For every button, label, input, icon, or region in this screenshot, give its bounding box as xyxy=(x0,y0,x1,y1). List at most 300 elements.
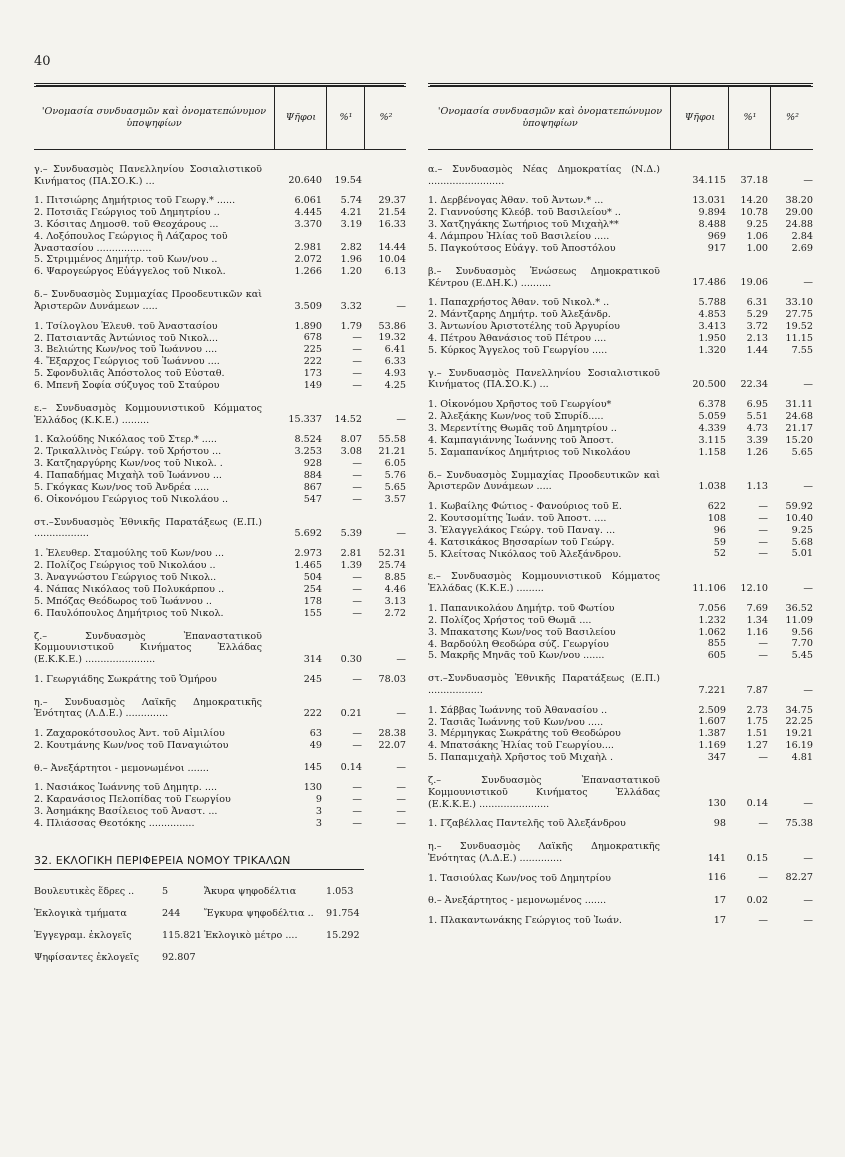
stat-l2: Ἄκυρα ψηφοδέλτια xyxy=(204,886,297,898)
candidate-name: 2. Πολίζος Γεώργιος τοῦ Νικολάου .. xyxy=(34,560,216,572)
candidate-votes: 1.266 xyxy=(294,266,322,278)
candidate-row xyxy=(428,537,813,549)
party-title: ζ.– Συνδυασμὸς Ἐπαναστατικοῦ Κομμουνιστικοῦ Κινήματος Ἑλλάδας (Ε.Κ.Κ.Ε.) ....................... xyxy=(34,630,262,665)
candidate-row xyxy=(428,615,813,627)
right-column xyxy=(428,86,813,934)
candidate-pct1: — xyxy=(352,727,362,739)
candidate-values xyxy=(428,728,813,740)
candidate-values xyxy=(428,872,813,884)
candidate-pct2: 22.25 xyxy=(785,716,813,728)
candidate-votes: 3.370 xyxy=(294,219,322,231)
candidate-pct2: 5.65 xyxy=(384,481,406,493)
candidate-name: 6. Οἰκονόμου Γεώργιος τοῦ Νικολάου .. xyxy=(34,493,229,505)
header-pct2: %² xyxy=(364,87,407,149)
candidate-name: 2. Καρανάσιος Πελοπίδας τοῦ Γεωργίου xyxy=(34,794,231,806)
candidate-pct2: 31.11 xyxy=(785,399,813,411)
candidate-votes: 1.465 xyxy=(294,559,322,571)
candidate-pct2: 16.33 xyxy=(378,219,406,231)
candidate-row xyxy=(428,321,813,333)
candidate-name: 1. Νασιάκος Ἰωάννης τοῦ Δημητρ. .... xyxy=(34,782,218,794)
party-totals xyxy=(428,853,813,865)
party-totals xyxy=(428,481,813,493)
candidate-name: 2. Ποτσιᾶς Γεώργιος τοῦ Δημητρίου .. xyxy=(34,207,220,219)
candidate-pct2: 14.44 xyxy=(378,242,406,254)
candidate-row xyxy=(34,470,406,482)
candidate-name: 4. Μπατσάκης Ἠλίας τοῦ Γεωργίου.... xyxy=(428,740,614,752)
candidate-pct2: 59.92 xyxy=(785,500,813,512)
party-totals xyxy=(428,685,813,697)
party-pct1: 22.34 xyxy=(740,379,768,391)
candidate-pct1: — xyxy=(758,872,768,884)
party-totals xyxy=(34,654,406,666)
candidate-pct2: 28.38 xyxy=(378,727,406,739)
candidate-pct1: 1.44 xyxy=(746,344,768,356)
candidate-pct2: 53.86 xyxy=(378,320,406,332)
candidate-votes: 173 xyxy=(303,368,322,380)
stat-l1: Ἐγγεγραμ. ἐκλογεῖς xyxy=(34,930,132,942)
candidate-row xyxy=(34,608,406,620)
candidate-pct2: 29.37 xyxy=(378,195,406,207)
party-pct2: — xyxy=(803,684,813,696)
candidate-name: 4. Παπαδήμας Μιχαὴλ τοῦ Ἰωάννου ... xyxy=(34,470,222,482)
candidate-name: 4. Καμπαγιάννης Ἰωάννης τοῦ Ἀποστ. xyxy=(428,434,614,446)
stat-v1: 115.821 xyxy=(162,930,202,942)
candidate-row xyxy=(428,740,813,752)
candidate-values xyxy=(428,207,813,219)
candidate-name: 2. Τασιᾶς Ἰωάννης τοῦ Κων/νου ..... xyxy=(428,716,604,728)
candidate-votes: 504 xyxy=(303,571,322,583)
party-title: ζ.– Συνδυασμὸς Ἐπαναστατικοῦ Κομμουνιστικοῦ Κινήματος Ἑλλάδας (Ε.Κ.Κ.Ε.) ....................... xyxy=(428,775,660,810)
candidate-row xyxy=(428,309,813,321)
header-name: 'Ονομασία συνδυασμῶν καὶ ὀνοματεπώνυμον ὑποψηφίων xyxy=(437,106,663,129)
party-block xyxy=(34,517,406,620)
candidate-values xyxy=(428,615,813,627)
candidate-values xyxy=(34,195,406,207)
candidate-pct1: 1.20 xyxy=(340,266,362,278)
candidate-pct2: 2.84 xyxy=(791,230,813,242)
candidate-values xyxy=(34,482,406,494)
candidate-values xyxy=(428,603,813,615)
candidate-votes: 1.387 xyxy=(698,728,726,740)
party-votes: 314 xyxy=(303,653,322,665)
candidate-values xyxy=(428,740,813,752)
candidate-votes: 1.320 xyxy=(698,344,726,356)
candidate-pct1: 8.07 xyxy=(340,434,362,446)
party-pct1: 19.54 xyxy=(334,175,362,187)
candidate-pct1: 3.72 xyxy=(746,320,768,332)
candidate-values xyxy=(34,434,406,446)
candidate-row xyxy=(34,494,406,506)
candidate-pct2: 24.68 xyxy=(785,410,813,422)
candidate-name: 6. Μπενῆ Σοφία σύζυγος τοῦ Σταύρου xyxy=(34,380,220,392)
party-block xyxy=(34,631,406,686)
party-title: δ.– Συνδυασμὸς Συμμαχίας Προοδευτικῶν καὶ Ἀριστερῶν Δυνάμεων ..... xyxy=(34,289,262,312)
candidate-pct2: 34.75 xyxy=(785,704,813,716)
candidate-pct2: 27.75 xyxy=(785,309,813,321)
region-title: 32. ΕΚΛΟΓΙΚΗ ΠΕΡΙΦΕΡΕΙΑ ΝΟΜΟΥ ΤΡΙΚΑΛΩΝ xyxy=(34,854,364,870)
candidate-values xyxy=(34,321,406,333)
candidate-values xyxy=(34,368,406,380)
candidate-row xyxy=(428,207,813,219)
page-number: 40 xyxy=(34,54,51,69)
candidate-row xyxy=(428,333,813,345)
stats-row xyxy=(34,886,406,908)
candidate-pct2: — xyxy=(396,782,406,794)
candidate-row xyxy=(428,297,813,309)
candidate-pct1: — xyxy=(758,500,768,512)
party-pct1: 0.21 xyxy=(340,707,362,719)
party-block xyxy=(428,895,813,927)
candidate-pct1: — xyxy=(352,583,362,595)
party-block xyxy=(428,368,813,459)
candidate-row xyxy=(34,446,406,458)
candidate-pct1: 3.19 xyxy=(340,219,362,231)
candidate-votes: 225 xyxy=(303,344,322,356)
candidate-values xyxy=(34,782,406,794)
candidate-values xyxy=(34,818,406,830)
candidate-pct2: 15.20 xyxy=(785,434,813,446)
region-stats xyxy=(34,886,406,974)
party-header xyxy=(428,571,813,594)
candidate-votes: 49 xyxy=(309,739,322,751)
candidate-pct1: 1.00 xyxy=(746,242,768,254)
party-block xyxy=(428,775,813,830)
candidate-votes: 6.061 xyxy=(294,195,322,207)
party-title: ε.– Συνδυασμὸς Κομμουνιστικοῦ Κόμματος Ἑλλάδας (Κ.Κ.Ε.) ......... xyxy=(428,571,660,595)
candidate-values xyxy=(428,219,813,231)
candidate-name: 1. Ζαχαροκότσουλος Ἀντ. τοῦ Αἰμιλίου xyxy=(34,727,225,739)
candidate-votes: 547 xyxy=(303,493,322,505)
party-list xyxy=(34,164,406,830)
candidate-pct2: 21.54 xyxy=(378,207,406,219)
candidate-votes: 245 xyxy=(303,673,322,685)
party-pct2: — xyxy=(396,707,406,719)
candidate-values xyxy=(428,705,813,717)
candidate-values xyxy=(428,716,813,728)
candidate-pct2: 5.45 xyxy=(791,650,813,662)
party-votes: 222 xyxy=(303,707,322,719)
party-block xyxy=(428,470,813,561)
candidate-votes: 347 xyxy=(707,752,726,764)
candidate-name: 6. Ψαρογεώργος Εὐάγγελος τοῦ Νικολ. xyxy=(34,266,226,278)
candidate-votes: 9 xyxy=(315,794,322,806)
candidate-pct2: — xyxy=(803,915,813,927)
candidate-pct1: 5.29 xyxy=(746,309,768,321)
candidate-row xyxy=(428,752,813,764)
candidate-pct1: 1.16 xyxy=(746,626,768,638)
candidate-row xyxy=(34,231,406,254)
candidate-votes: 622 xyxy=(707,500,726,512)
candidate-pct1: 3.08 xyxy=(340,446,362,458)
candidate-row xyxy=(428,435,813,447)
candidate-values xyxy=(428,321,813,333)
party-pct1: 3.32 xyxy=(340,300,362,312)
candidate-pct1: 2.81 xyxy=(340,548,362,560)
party-pct1: 0.15 xyxy=(746,852,768,864)
candidate-row xyxy=(34,806,406,818)
candidate-pct1: — xyxy=(352,739,362,751)
candidate-votes: 678 xyxy=(303,332,322,344)
party-pct2: — xyxy=(803,852,813,864)
candidate-row xyxy=(428,501,813,513)
candidate-row xyxy=(34,344,406,356)
candidate-votes: 884 xyxy=(303,469,322,481)
candidate-pct2: 52.31 xyxy=(378,548,406,560)
candidate-pct1: 6.31 xyxy=(746,297,768,309)
candidate-votes: 867 xyxy=(303,481,322,493)
party-block xyxy=(34,697,406,752)
candidate-row xyxy=(428,915,813,927)
candidate-votes: 222 xyxy=(303,356,322,368)
candidate-row xyxy=(34,782,406,794)
party-header xyxy=(34,289,406,312)
candidate-votes: 13.031 xyxy=(692,195,726,207)
candidate-name: 5. Κύρκος Ἄγγελος τοῦ Γεωργίου ..... xyxy=(428,344,608,356)
party-title: β.– Συνδυασμὸς Ἑνώσεως Δημοκρατικοῦ Κέντρου (Ε.ΔΗ.Κ.) .......... xyxy=(428,265,660,289)
candidate-values xyxy=(428,399,813,411)
party-header xyxy=(34,631,406,666)
candidate-name: 2. Πολίζος Χρήστος τοῦ Θωμᾶ .... xyxy=(428,614,592,626)
candidate-votes: 917 xyxy=(707,242,726,254)
candidate-pct2: 4.25 xyxy=(384,380,406,392)
party-title: ε.– Συνδυασμὸς Κομμουνιστικοῦ Κόμματος Ἑλλάδος (Κ.Κ.Ε.) ......... xyxy=(34,403,262,426)
stat-v1: 5 xyxy=(162,886,169,898)
party-pct2: — xyxy=(396,300,406,312)
candidate-values xyxy=(34,740,406,752)
party-pct1: 12.10 xyxy=(740,582,768,594)
stat-v2: 1.053 xyxy=(326,886,354,898)
candidate-votes: 178 xyxy=(303,595,322,607)
candidate-votes: 149 xyxy=(303,380,322,392)
candidate-pct2: 5.65 xyxy=(791,446,813,458)
candidate-row xyxy=(428,219,813,231)
party-header xyxy=(428,673,813,696)
candidate-row xyxy=(428,549,813,561)
candidate-name: 1. Γζαβέλλας Παντελῆς τοῦ Ἀλεξάνδρου xyxy=(428,818,626,830)
candidate-row xyxy=(34,482,406,494)
candidate-pct1: 1.51 xyxy=(746,728,768,740)
candidate-values xyxy=(428,411,813,423)
candidate-row xyxy=(34,219,406,231)
candidate-votes: 1.062 xyxy=(698,626,726,638)
candidate-name: 3. Χατζηγάκης Σωτήριος τοῦ Μιχαὴλ** xyxy=(428,219,619,231)
candidate-values xyxy=(34,494,406,506)
party-votes: 20.640 xyxy=(288,175,322,187)
candidate-votes: 2.509 xyxy=(698,704,726,716)
party-block xyxy=(34,164,406,278)
candidate-row xyxy=(34,380,406,392)
candidate-values xyxy=(428,638,813,650)
candidate-votes: 59 xyxy=(713,536,726,548)
party-pct1: 14.52 xyxy=(334,414,362,426)
candidate-name: 2. Κουτμάνης Κων/νος τοῦ Παναγιώτου xyxy=(34,739,229,751)
candidate-values xyxy=(34,458,406,470)
candidate-pct2: 6.13 xyxy=(384,266,406,278)
candidate-name: 1. Παπαχρήστος Ἀθαν. τοῦ Νικολ.* .. xyxy=(428,297,610,309)
stat-l1: Ψηφίσαντες ἐκλογεῖς xyxy=(34,952,140,964)
candidate-values xyxy=(428,345,813,357)
candidate-name: 1. Οἰκονόμου Χρῆστος τοῦ Γεωργίου* xyxy=(428,399,612,411)
party-block xyxy=(34,763,406,830)
header-votes: Ψῆφοι xyxy=(274,87,327,149)
candidate-values xyxy=(34,266,406,278)
candidate-pct1: — xyxy=(758,818,768,830)
candidate-values xyxy=(34,207,406,219)
party-header xyxy=(34,164,406,187)
candidate-name: 1. Δερβένογας Ἀθαν. τοῦ Ἀντων.* ... xyxy=(428,195,604,207)
candidate-votes: 1.169 xyxy=(698,740,726,752)
candidate-row xyxy=(34,818,406,830)
stat-v1: 244 xyxy=(162,908,181,920)
candidate-votes: 108 xyxy=(707,512,726,524)
candidate-name: 4. Ἔξαρχος Γεώργιος τοῦ Ἰωάννου .... xyxy=(34,356,220,368)
candidate-votes: 4.339 xyxy=(698,422,726,434)
party-header xyxy=(428,470,813,493)
candidate-name: 5. Παγκούτσος Εὐάγγ. τοῦ Ἀποστόλου xyxy=(428,242,616,254)
party-header xyxy=(34,763,406,775)
candidate-values xyxy=(34,356,406,368)
candidate-votes: 3.115 xyxy=(698,434,726,446)
candidate-votes: 4.445 xyxy=(294,207,322,219)
candidate-row xyxy=(34,674,406,686)
party-block xyxy=(428,673,813,764)
candidate-votes: 116 xyxy=(707,872,726,884)
candidate-pct1: — xyxy=(352,356,362,368)
candidate-row xyxy=(34,195,406,207)
candidate-pct1: — xyxy=(352,782,362,794)
candidate-pct1: 5.74 xyxy=(340,195,362,207)
candidate-pct1: 1.06 xyxy=(746,230,768,242)
party-header xyxy=(428,368,813,391)
candidate-pct2: 55.58 xyxy=(378,434,406,446)
candidate-values xyxy=(428,243,813,255)
candidate-pct2: 3.13 xyxy=(384,595,406,607)
candidate-pct1: 10.78 xyxy=(740,207,768,219)
candidate-name: 3. Ἀντωνίου Ἀριστοτέλης τοῦ Ἀργυρίου xyxy=(428,321,620,333)
candidate-pct2: 19.52 xyxy=(785,320,813,332)
party-block xyxy=(428,164,813,255)
candidate-pct2: 2.69 xyxy=(791,242,813,254)
candidate-name: 3. Ἀσημάκης Βασίλειος τοῦ Ἀναστ. ... xyxy=(34,806,218,818)
candidate-pct2: 6.41 xyxy=(384,344,406,356)
candidate-row xyxy=(428,195,813,207)
candidate-values xyxy=(34,560,406,572)
candidate-values xyxy=(34,728,406,740)
candidate-pct2: — xyxy=(396,794,406,806)
candidate-row xyxy=(34,728,406,740)
candidate-name: 1. Κωβαίλης Φώτιος - Φανούριος τοῦ Ε. xyxy=(428,500,622,512)
party-title: η.– Συνδυασμὸς Λαϊκῆς Δημοκρατικῆς Ἑνότητας (Λ.Δ.Ε.) .............. xyxy=(34,696,262,720)
party-header xyxy=(428,841,813,864)
candidate-row xyxy=(428,639,813,651)
candidate-votes: 1.232 xyxy=(698,614,726,626)
stat-v2: 91.754 xyxy=(326,908,360,920)
candidate-values xyxy=(428,513,813,525)
candidate-pct2: 7.70 xyxy=(791,638,813,650)
left-column xyxy=(34,86,406,974)
candidate-votes: 17 xyxy=(713,915,726,927)
party-totals xyxy=(34,708,406,720)
candidate-name: 1. Πλακαντωνάκης Γεώργιος τοῦ Ἰωάν. xyxy=(428,915,622,927)
candidate-pct1: 1.34 xyxy=(746,614,768,626)
candidate-votes: 5.059 xyxy=(698,410,726,422)
party-votes: 17 xyxy=(713,895,726,907)
candidate-pct1: — xyxy=(352,344,362,356)
candidate-pct2: 38.20 xyxy=(785,195,813,207)
candidate-votes: 1.158 xyxy=(698,446,726,458)
party-pct2: — xyxy=(803,175,813,187)
candidate-values xyxy=(428,548,813,560)
candidate-pct1: — xyxy=(758,915,768,927)
candidate-row xyxy=(34,254,406,266)
candidate-name: 2. Πατσιαντᾶς Ἀντώνιος τοῦ Νικολ... xyxy=(34,332,218,344)
candidate-values xyxy=(34,794,406,806)
party-header xyxy=(34,403,406,426)
party-title: α.– Συνδυασμὸς Νέας Δημοκρατίας (Ν.Δ.) ......................... xyxy=(428,164,660,187)
candidate-row xyxy=(428,411,813,423)
candidate-votes: 928 xyxy=(303,458,322,470)
party-pct1: 37.18 xyxy=(740,175,768,187)
party-list xyxy=(428,164,813,927)
candidate-values xyxy=(34,548,406,560)
party-title: στ.–Συνδυασμὸς Ἐθνικῆς Παρατάξεως (Ε.Π.) .................. xyxy=(34,516,262,540)
party-totals xyxy=(428,277,813,289)
candidate-pct1: 1.39 xyxy=(340,559,362,571)
candidate-values xyxy=(34,219,406,231)
candidate-pct2: 9.56 xyxy=(791,626,813,638)
header-pct1: %¹ xyxy=(326,87,365,149)
candidate-pct1: — xyxy=(352,458,362,470)
candidate-pct1: — xyxy=(352,673,362,685)
candidate-name: 4. Πλιάσσας Θεοτόκης ............... xyxy=(34,818,195,830)
candidate-pct2: 16.19 xyxy=(785,740,813,752)
candidate-pct2: 78.03 xyxy=(378,673,406,685)
table-header xyxy=(34,86,406,150)
candidate-votes: 254 xyxy=(303,583,322,595)
candidate-row xyxy=(428,447,813,459)
candidate-votes: 3.253 xyxy=(294,446,322,458)
party-votes: 15.337 xyxy=(288,414,322,426)
candidate-pct1: 14.20 xyxy=(740,195,768,207)
party-votes: 11.106 xyxy=(692,582,726,594)
header-name: 'Ονομασία συνδυασμῶν καὶ ὀνοματεπώνυμον ὑποψηφίων xyxy=(41,106,267,129)
stats-row xyxy=(34,908,406,930)
party-totals xyxy=(34,528,406,540)
candidate-pct1: 5.51 xyxy=(746,410,768,422)
candidate-votes: 1.890 xyxy=(294,320,322,332)
party-votes: 5.692 xyxy=(294,528,322,540)
candidate-row xyxy=(428,650,813,662)
candidate-row xyxy=(34,572,406,584)
candidate-pct1: 1.26 xyxy=(746,446,768,458)
candidate-pct1: — xyxy=(758,548,768,560)
candidate-name: 4. Βαρδούλη Θεοδώρα σύζ. Γεωργίου xyxy=(428,638,609,650)
candidate-name: 2. Τρικαλλινὸς Γεώργ. τοῦ Χρήστου ... xyxy=(34,446,222,458)
candidate-votes: 2.072 xyxy=(294,254,322,266)
candidate-pct1: 4.21 xyxy=(340,207,362,219)
candidate-values xyxy=(428,447,813,459)
party-block xyxy=(428,266,813,357)
candidate-row xyxy=(428,243,813,255)
stats-row xyxy=(34,952,406,974)
party-votes: 141 xyxy=(707,852,726,864)
candidate-votes: 63 xyxy=(309,727,322,739)
stat-v2: 15.292 xyxy=(326,930,360,942)
candidate-votes: 96 xyxy=(713,524,726,536)
candidate-pct1: 1.75 xyxy=(746,716,768,728)
party-votes: 17.486 xyxy=(692,277,726,289)
party-block xyxy=(428,841,813,884)
